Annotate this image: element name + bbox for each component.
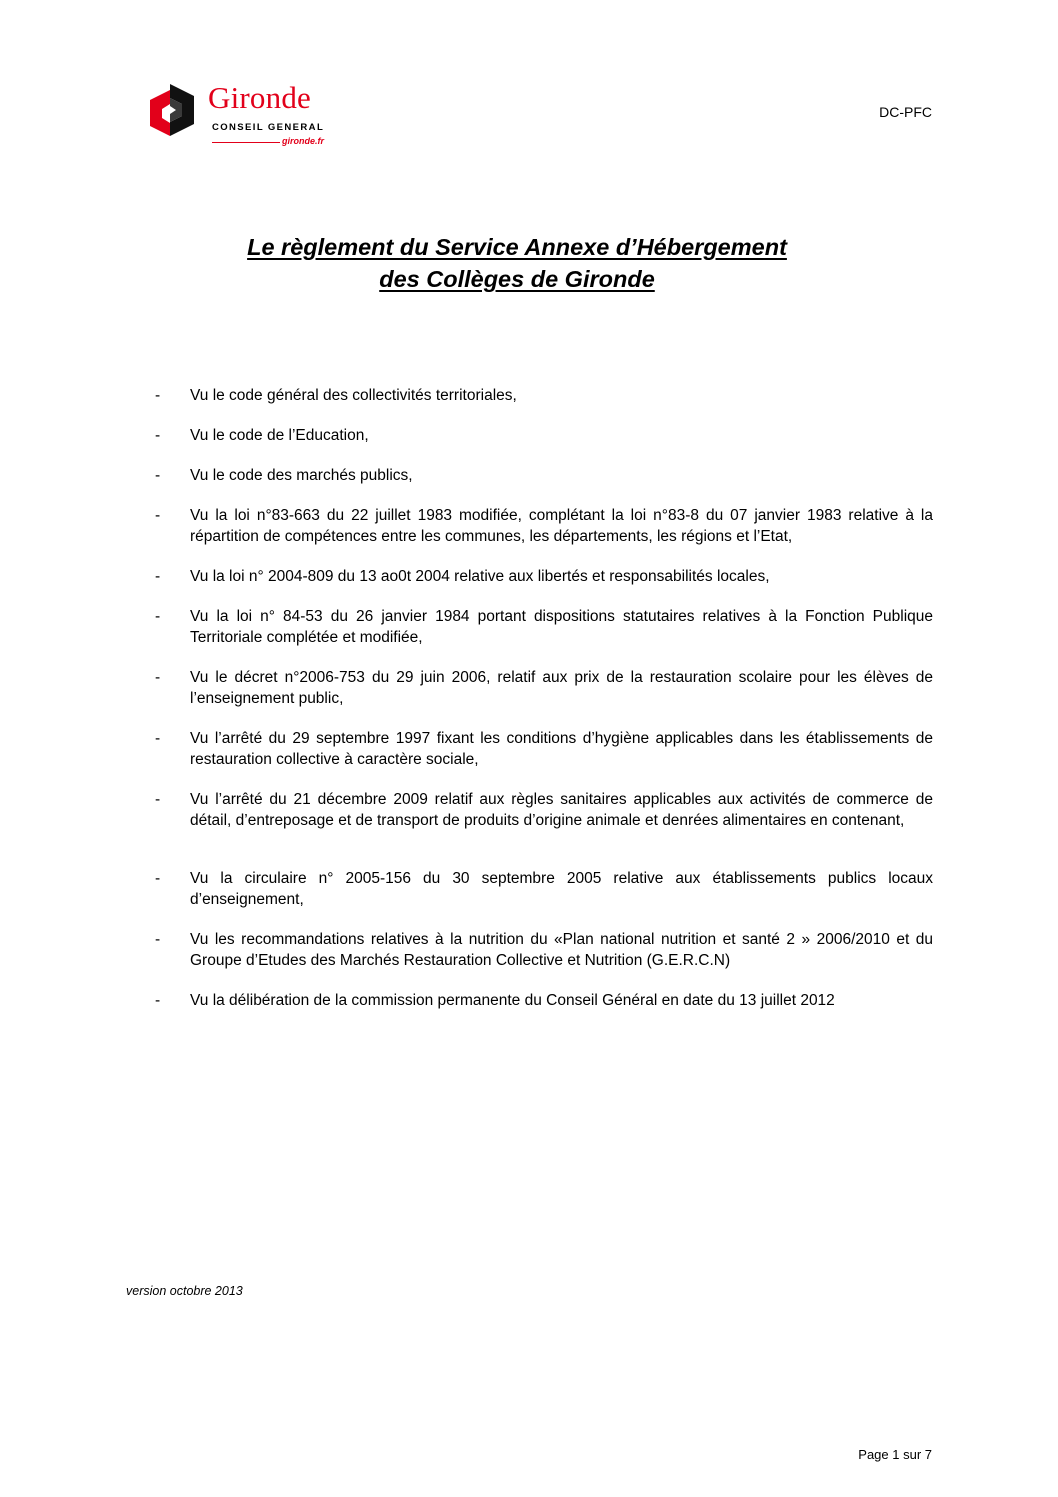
list-dash: - (155, 427, 161, 444)
list-dash: - (155, 568, 161, 585)
list-dash: - (155, 992, 161, 1009)
list-dash: - (155, 608, 161, 625)
list-item (155, 728, 933, 770)
list-dash: - (155, 730, 161, 747)
document-code: DC-PFC (879, 104, 932, 120)
list-dash: - (155, 870, 161, 887)
list-item-text: Vu la loi n°83-663 du 22 juillet 1983 modifiée, complétant la loi n°83-8 du 07 janvier 1983 relative à la répartition de compétences entre les communes, les départements, les régions et l’Etat, (190, 507, 933, 545)
list-item-text: Vu le code général des collectivités territoriales, (190, 387, 517, 404)
list-item-text: Vu le code des marchés publics, (190, 467, 413, 484)
list-item (155, 385, 933, 406)
logo-divider (212, 142, 280, 143)
list-item-text: Vu le décret n°2006-753 du 29 juin 2006, relatif aux prix de la restauration scolaire pour les élèves de l’enseignement public, (190, 669, 933, 707)
list-item (155, 505, 933, 547)
title-line-1: Le règlement du Service Annexe d’Hébergement (247, 234, 787, 260)
gironde-logo (148, 80, 348, 154)
list-item (155, 566, 933, 587)
logo-website: gironde.fr (282, 136, 324, 146)
gironde-logo-icon (148, 84, 208, 144)
list-item-text: Vu la loi n° 2004-809 du 13 ao0t 2004 relative aux libertés et responsabilités locales, (190, 568, 770, 585)
list-item-text: Vu l’arrêté du 29 septembre 1997 fixant les conditions d’hygiène applicables dans les établissements de restauration collective à caractère sociale, (190, 730, 933, 768)
list-item-text: Vu les recommandations relatives à la nutrition du «Plan national nutrition et santé 2 » 2006/2010 et du Groupe d’Etudes des Marchés Restauration Collective et Nutrition (G.E.R.C.N) (190, 931, 933, 969)
title-line-2: des Collèges de Gironde (379, 266, 655, 292)
logo-subtitle: CONSEIL GENERAL (212, 122, 325, 133)
list-dash: - (155, 931, 161, 948)
list-item-text: Vu la loi n° 84-53 du 26 janvier 1984 portant dispositions statutaires relatives à la Fonction Publique Territoriale complétée et modifiée, (190, 608, 933, 646)
list-item (155, 990, 933, 1011)
list-item (155, 929, 933, 971)
list-dash: - (155, 669, 161, 686)
list-item-text: Vu la délibération de la commission permanente du Conseil Général en date du 13 juillet 2012 (190, 992, 835, 1009)
list-dash: - (155, 387, 161, 404)
list-item (155, 667, 933, 709)
list-item (155, 789, 933, 831)
list-dash: - (155, 791, 161, 808)
list-item-text: Vu l’arrêté du 21 décembre 2009 relatif aux règles sanitaires applicables aux activités de commerce de détail, d’entreposage et de transport de produits d’origine animale et denrées alimentaires en contenant, (190, 791, 933, 829)
logo-name: Gironde (208, 80, 311, 115)
list-dash: - (155, 507, 161, 524)
version-note: version octobre 2013 (126, 1284, 243, 1298)
list-dash: - (155, 467, 161, 484)
page-number: Page 1 sur 7 (858, 1447, 932, 1462)
legal-references-list (155, 385, 933, 1030)
document-title (0, 231, 1034, 295)
list-item-text: Vu la circulaire n° 2005-156 du 30 septembre 2005 relative aux établissements publics locaux d’enseignement, (190, 870, 933, 908)
list-item (155, 868, 933, 910)
list-item-text: Vu le code de l’Education, (190, 427, 369, 444)
list-item (155, 465, 933, 486)
list-item (155, 425, 933, 446)
list-item (155, 606, 933, 648)
